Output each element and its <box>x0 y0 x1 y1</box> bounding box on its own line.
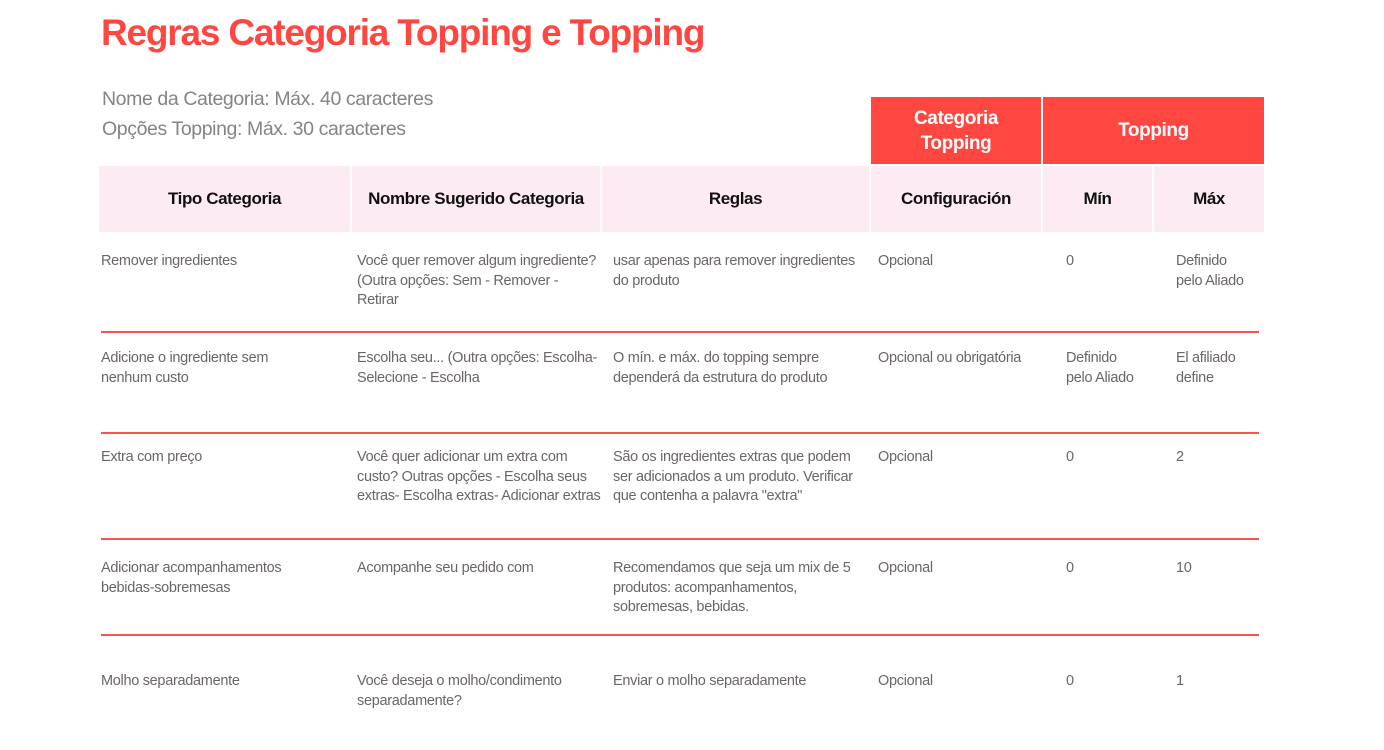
cell-min: 0 <box>1066 253 1074 269</box>
column-header-nombre-sugerido: Nombre Sugerido Categoria <box>352 166 600 232</box>
category-name-limit: Nome da Categoria: Máx. 40 caracteres <box>102 88 433 110</box>
cell-max: Definido pelo Aliado <box>1176 253 1244 289</box>
cell-max: 10 <box>1176 560 1192 576</box>
cell-min: 0 <box>1066 560 1074 576</box>
cell-tipo: Adicionar acompanhamentos bebidas-sobremesas <box>101 560 282 596</box>
cell-reglas: usar apenas para remover ingredientes do produto <box>613 253 855 289</box>
cell-tipo: Remover ingredientes <box>101 253 237 269</box>
cell-configuracion: Opcional ou obrigatória <box>878 350 1022 366</box>
cell-configuracion: Opcional <box>878 253 933 269</box>
row-divider <box>101 331 1259 333</box>
column-header-max: Máx <box>1154 166 1264 232</box>
row-divider <box>101 538 1259 540</box>
cell-min: 0 <box>1066 673 1074 689</box>
row-divider <box>101 432 1259 434</box>
cell-reglas: Enviar o molho separadamente <box>613 673 807 689</box>
cell-tipo: Molho separadamente <box>101 673 240 689</box>
column-header-configuracion: Configuración <box>871 166 1041 232</box>
cell-nombre: Você deseja o molho/condimento separadamente? <box>357 673 562 709</box>
group-header-topping: Topping <box>1043 97 1264 164</box>
column-header-min: Mín <box>1043 166 1152 232</box>
topping-options-limit: Opções Topping: Máx. 30 caracteres <box>102 118 406 140</box>
cell-nombre: Você quer remover algum ingrediente? (Outra opções: Sem - Remover - Retirar <box>357 253 597 308</box>
cell-configuracion: Opcional <box>878 560 933 576</box>
cell-configuracion: Opcional <box>878 673 933 689</box>
column-header-tipo-categoria: Tipo Categoria <box>99 166 350 232</box>
cell-tipo: Extra com preço <box>101 449 203 465</box>
cell-nombre: Acompanhe seu pedido com <box>357 560 534 576</box>
cell-reglas: O mín. e máx. do topping sempre dependerá da estrutura do produto <box>613 350 828 386</box>
cell-reglas: Recomendamos que seja um mix de 5 produtos: acompanhamentos, sobremesas, bebidas. <box>613 560 851 615</box>
cell-min: Definido pelo Aliado <box>1066 350 1134 386</box>
page-title: Regras Categoria Topping e Topping <box>101 12 705 53</box>
cell-nombre: Escolha seu... (Outra opções: Escolha- Selecione - Escolha <box>357 350 598 386</box>
cell-max: El afiliado define <box>1176 350 1236 386</box>
group-header-categoria-topping: Categoria Topping <box>871 97 1041 164</box>
cell-tipo: Adicione o ingrediente sem nenhum custo <box>101 350 269 386</box>
cell-reglas: São os ingredientes extras que podem ser adicionados a um produto. Verificar que contenha a palavra "extra" <box>613 449 853 504</box>
cell-max: 2 <box>1176 449 1184 465</box>
character-limits <box>102 84 433 144</box>
column-header-reglas: Reglas <box>602 166 869 232</box>
cell-max: 1 <box>1176 673 1184 689</box>
cell-nombre: Você quer adicionar um extra com custo? Outras opções - Escolha seus extras- Escolha extras- Adicionar extras <box>357 449 601 504</box>
cell-min: 0 <box>1066 449 1074 465</box>
cell-configuracion: Opcional <box>878 449 933 465</box>
row-divider <box>101 634 1259 636</box>
